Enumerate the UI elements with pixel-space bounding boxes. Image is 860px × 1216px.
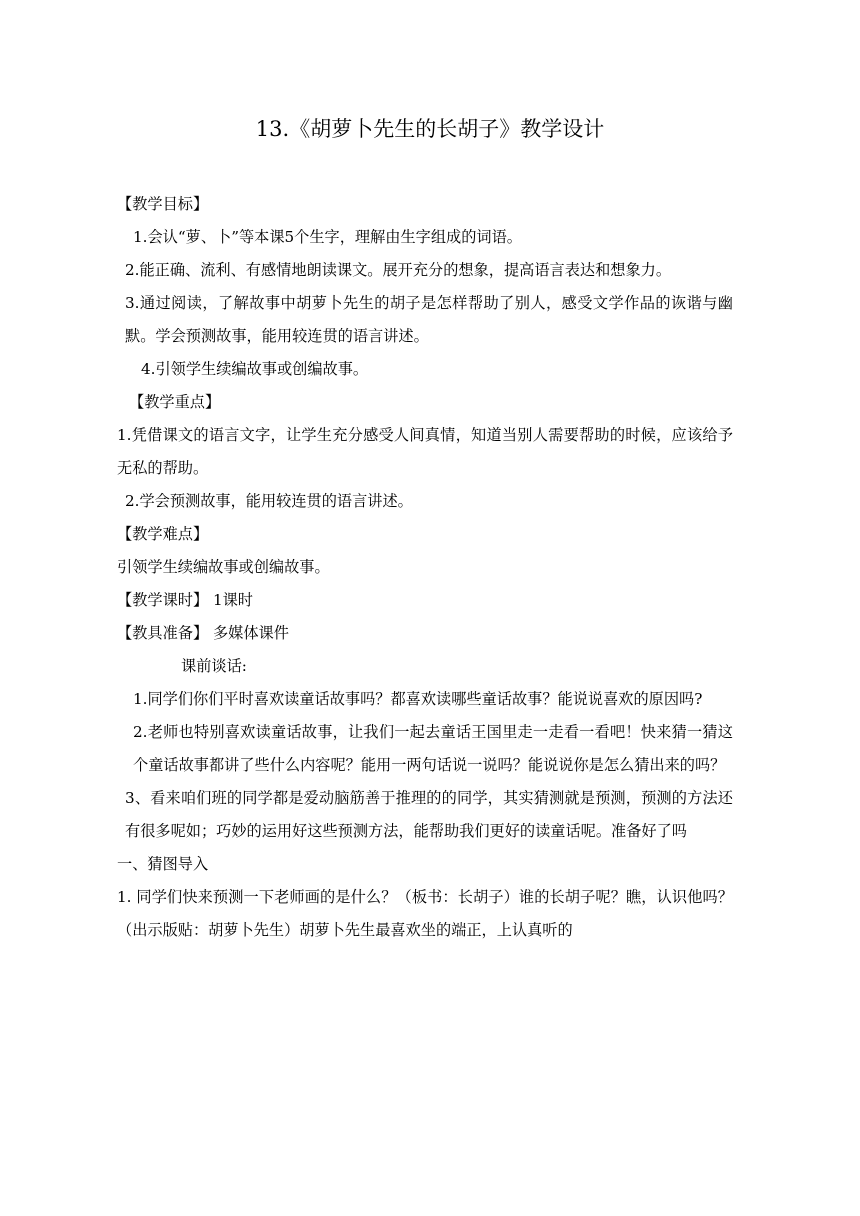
pre-class-talk-item-3: 3、看来咱们班的同学都是爱动脑筋善于推理的的同学，其实猜测就是预测，预测的方法还有很多呢如；巧妙的运用好这些预测方法，能帮助我们更好的读童话呢。准备好了吗	[125, 789, 733, 840]
pre-class-talk-item-2: 2.老师也特别喜欢读童话故事，让我们一起去童话王国里走一走看一看吧！快来猜一猜这个童话故事都讲了些什么内容呢？能用一两句话说一说吗？能说说你是怎么猜出来的吗？	[133, 723, 733, 774]
goal-item-4: 4.引领学生续编故事或创编故事。	[141, 360, 369, 378]
section-heading-1: 一、猜图导入	[117, 855, 209, 873]
key-point-item-1: 1.凭借课文的语言文字，让学生充分感受人间真情，知道当别人需要帮助的时候，应该给予无私的帮助。	[117, 426, 733, 477]
heading-teaching-goals: 【教学目标】	[117, 195, 209, 213]
difficulty-item: 引领学生续编故事或创编故事。	[117, 558, 330, 576]
goal-item-3: 3.通过阅读，了解故事中胡萝卜先生的胡子是怎样帮助了别人，感受文学作品的诙谐与幽默。学会预测故事，能用较连贯的语言讲述。	[125, 294, 733, 345]
section-1-item-1: 1. 同学们快来预测一下老师画的是什么？（板书：长胡子）谁的长胡子呢？瞧，认识他吗？（出示版贴：胡萝卜先生）胡萝卜先生最喜欢坐的端正，上认真听的	[117, 888, 733, 939]
teaching-aids: 【教具准备】 多媒体课件	[117, 624, 289, 642]
pre-class-talk-heading: 课前谈话:	[181, 657, 247, 675]
pre-class-talk-item-1: 1.同学们你们平时喜欢读童话故事吗？都喜欢读哪些童话故事？能说说喜欢的原因吗?	[133, 690, 703, 708]
heading-difficulties: 【教学难点】	[117, 525, 209, 543]
key-point-item-2: 2.学会预测故事，能用较连贯的语言讲述。	[125, 492, 413, 510]
goal-item-1: 1.会认“萝、卜”等本课5个生字，理解由生字组成的词语。	[133, 228, 522, 246]
heading-key-points: 【教学重点】	[129, 393, 221, 411]
goal-item-2: 2.能正确、流利、有感情地朗读课文。展开充分的想象，提高语言表达和想象力。	[125, 261, 672, 279]
document-title: 13.《胡萝卜先生的长胡子》教学设计	[255, 117, 605, 141]
lesson-hours: 【教学课时】 1课时	[117, 591, 253, 609]
document-body	[117, 188, 733, 947]
